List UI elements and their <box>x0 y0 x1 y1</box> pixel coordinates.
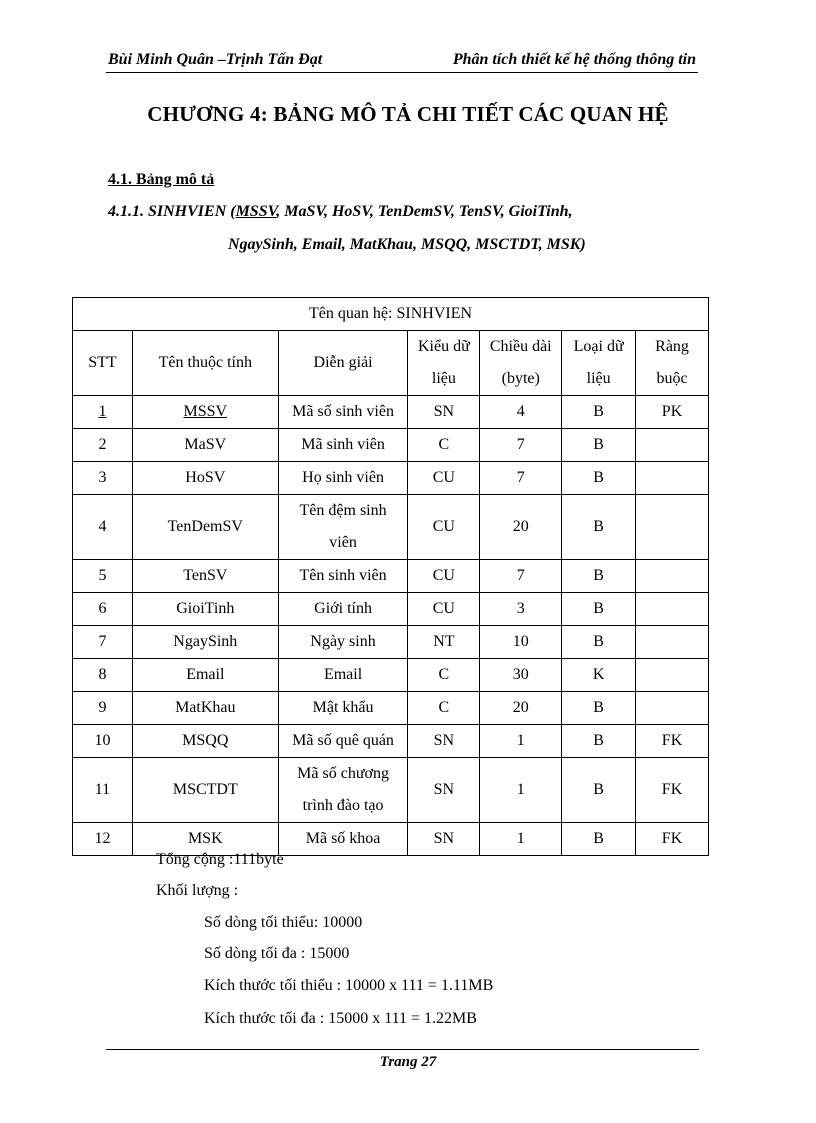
header-length-l2: (byte) <box>501 370 540 387</box>
cell-kind: B <box>562 560 636 593</box>
cell-attribute-name: MSK <box>132 823 278 856</box>
section-heading: 4.1. Bảng mô tả <box>108 171 215 188</box>
cell-length: 7 <box>480 560 562 593</box>
cell-attribute-name: Email <box>132 659 278 692</box>
cell-constraint <box>636 462 709 495</box>
cell-description: Mã số quê quán <box>278 725 408 758</box>
cell-data-type: CU <box>408 495 480 560</box>
cell-description: Ngày sinh <box>278 626 408 659</box>
page-number: Trang 27 <box>379 1054 437 1070</box>
cell-kind: B <box>562 725 636 758</box>
cell-description: Email <box>278 659 408 692</box>
cell-description: Tên sinh viên <box>278 560 408 593</box>
header-length <box>480 331 562 396</box>
cell-stt: 11 <box>73 758 133 823</box>
cell-length: 10 <box>480 626 562 659</box>
cell-length: 30 <box>480 659 562 692</box>
cell-constraint: PK <box>636 396 709 429</box>
subsection-primary-key: MSSV <box>235 203 277 220</box>
cell-constraint <box>636 626 709 659</box>
cell-stt: 1 <box>73 396 133 429</box>
table-row <box>73 462 709 495</box>
cell-stt: 8 <box>73 659 133 692</box>
cell-data-type: CU <box>408 560 480 593</box>
cell-constraint <box>636 560 709 593</box>
header-data-type-l2: liệu <box>431 370 456 387</box>
note-min-rows: Số dòng tối thiểu: 10000 <box>204 914 363 931</box>
cell-constraint <box>636 593 709 626</box>
cell-kind: B <box>562 396 636 429</box>
relation-table <box>72 297 709 856</box>
note-volume: Khối lượng : <box>156 882 239 899</box>
cell-description: Giới tính <box>278 593 408 626</box>
cell-kind: B <box>562 823 636 856</box>
cell-stt: 9 <box>73 692 133 725</box>
cell-kind: B <box>562 593 636 626</box>
table-row <box>73 659 709 692</box>
subsection-attributes-1: , MaSV, HoSV, TenDemSV, TenSV, GioiTinh, <box>276 203 573 220</box>
table-row <box>73 396 709 429</box>
cell-data-type: CU <box>408 462 480 495</box>
cell-description-l2: viên <box>329 534 357 551</box>
cell-attribute-name: HoSV <box>132 462 278 495</box>
subsection-heading-line1 <box>108 203 573 221</box>
cell-data-type: CU <box>408 593 480 626</box>
cell-constraint: FK <box>636 725 709 758</box>
cell-stt: 2 <box>73 429 133 462</box>
cell-kind: B <box>562 462 636 495</box>
header-constraint <box>636 331 709 396</box>
cell-attribute-name: MaSV <box>132 429 278 462</box>
cell-constraint <box>636 429 709 462</box>
cell-stt: 12 <box>73 823 133 856</box>
chapter-title: CHƯƠNG 4: BẢNG MÔ TẢ CHI TIẾT CÁC QUAN HỆ <box>147 102 669 126</box>
cell-constraint: FK <box>636 758 709 823</box>
cell-kind: B <box>562 429 636 462</box>
cell-constraint <box>636 495 709 560</box>
header-data-type <box>408 331 480 396</box>
cell-description-l2: trình đào tạo <box>302 797 384 814</box>
header-length-l1: Chiều dài <box>489 338 552 355</box>
cell-stt: 4 <box>73 495 133 560</box>
note-max-size: Kích thước tối đa : 15000 x 111 = 1.22MB <box>204 1010 477 1027</box>
cell-constraint <box>636 692 709 725</box>
table-title: Tên quan hệ: SINHVIEN <box>73 298 709 331</box>
header-kind-l2: liệu <box>586 370 611 387</box>
cell-stt: 3 <box>73 462 133 495</box>
header-document-title: Phân tích thiết kế hệ thống thông tin <box>452 51 696 68</box>
cell-stt: 5 <box>73 560 133 593</box>
cell-length: 4 <box>480 396 562 429</box>
table-row <box>73 593 709 626</box>
cell-description-l1: Mã số chương <box>297 765 389 782</box>
cell-kind: K <box>562 659 636 692</box>
cell-description: Mã sinh viên <box>278 429 408 462</box>
header-constraint-l2: buộc <box>656 370 688 387</box>
table-row <box>73 692 709 725</box>
cell-data-type: SN <box>408 758 480 823</box>
header-kind-l1: Loại dữ <box>573 338 624 355</box>
table-row <box>73 725 709 758</box>
cell-data-type: SN <box>408 725 480 758</box>
cell-attribute-name: MSSV <box>132 396 278 429</box>
cell-data-type: NT <box>408 626 480 659</box>
table-row <box>73 758 709 823</box>
subsection-prefix: 4.1.1. SINHVIEN ( <box>108 203 236 220</box>
cell-data-type: C <box>408 692 480 725</box>
page-header <box>106 50 698 73</box>
cell-description <box>278 495 408 560</box>
cell-attribute-name: MSQQ <box>132 725 278 758</box>
footer-rule <box>106 1049 699 1050</box>
cell-length: 1 <box>480 758 562 823</box>
table-row <box>73 429 709 462</box>
header-authors: Bùi Minh Quân –Trịnh Tấn Đạt <box>108 51 323 68</box>
table-title-row <box>73 298 709 331</box>
cell-length: 7 <box>480 429 562 462</box>
cell-length: 3 <box>480 593 562 626</box>
cell-attribute-name: TenSV <box>132 560 278 593</box>
header-kind <box>562 331 636 396</box>
cell-stt: 10 <box>73 725 133 758</box>
cell-data-type: SN <box>408 396 480 429</box>
table-row <box>73 495 709 560</box>
cell-description-l1: Tên đệm sinh <box>299 502 387 519</box>
header-data-type-l1: Kiểu dữ <box>417 338 470 355</box>
note-max-rows: Số dòng tối đa : 15000 <box>204 945 350 962</box>
table-header-row <box>73 331 709 396</box>
cell-data-type: C <box>408 429 480 462</box>
cell-kind: B <box>562 495 636 560</box>
cell-description: Mã số sinh viên <box>278 396 408 429</box>
header-constraint-l1: Ràng <box>655 338 689 355</box>
header-description: Diễn giải <box>278 331 408 396</box>
cell-attribute-name: MatKhau <box>132 692 278 725</box>
cell-constraint <box>636 659 709 692</box>
cell-data-type: SN <box>408 823 480 856</box>
cell-kind: B <box>562 626 636 659</box>
cell-description <box>278 758 408 823</box>
cell-stt: 6 <box>73 593 133 626</box>
header-stt: STT <box>73 331 133 396</box>
table-row <box>73 560 709 593</box>
cell-constraint: FK <box>636 823 709 856</box>
cell-kind: B <box>562 692 636 725</box>
note-min-size: Kích thước tối thiểu : 10000 x 111 = 1.11MB <box>204 977 494 994</box>
cell-attribute-name: TenDemSV <box>132 495 278 560</box>
cell-description: Họ sinh viên <box>278 462 408 495</box>
cell-stt: 7 <box>73 626 133 659</box>
cell-data-type: C <box>408 659 480 692</box>
cell-length: 1 <box>480 725 562 758</box>
cell-attribute-name: GioiTinh <box>132 593 278 626</box>
cell-length: 1 <box>480 823 562 856</box>
cell-length: 20 <box>480 495 562 560</box>
note-total: Tổng cộng :111byte <box>156 851 284 868</box>
cell-attribute-name: NgaySinh <box>132 626 278 659</box>
subsection-heading-line2: NgaySinh, Email, MatKhau, MSQQ, MSCTDT, MSK) <box>228 236 586 253</box>
cell-kind: B <box>562 758 636 823</box>
cell-description: Mã số khoa <box>278 823 408 856</box>
cell-length: 20 <box>480 692 562 725</box>
cell-attribute-name: MSCTDT <box>132 758 278 823</box>
header-attribute-name: Tên thuộc tính <box>132 331 278 396</box>
cell-description: Mật khẩu <box>278 692 408 725</box>
cell-length: 7 <box>480 462 562 495</box>
table-row <box>73 626 709 659</box>
